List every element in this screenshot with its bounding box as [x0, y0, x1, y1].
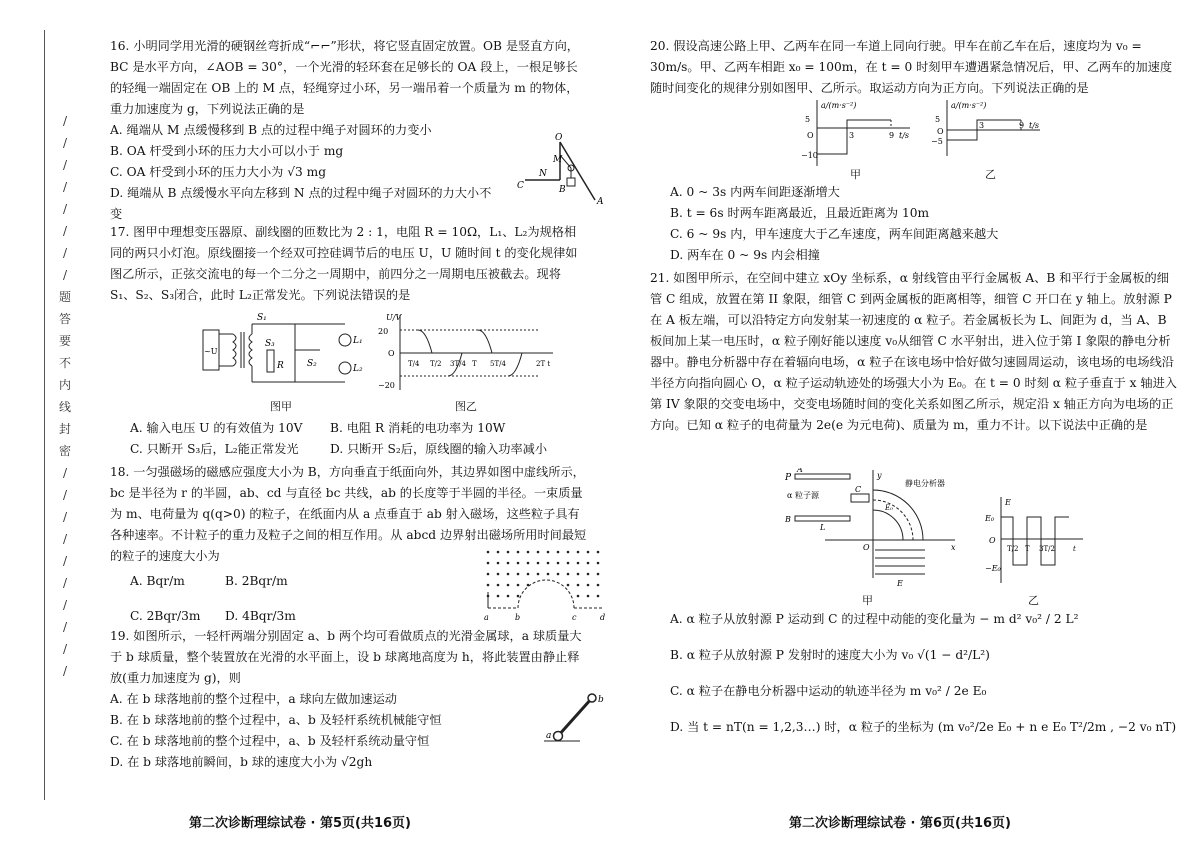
q20-option-c: C. 6 ~ 9s 内，甲车速度大于乙车速度，两车间距离越来越大 — [670, 227, 999, 241]
q16-option-a: A. 绳端从 M 点缓慢移到 B 点的过程中绳子对圆环的力变小 — [110, 123, 432, 137]
q21-caption-a: 甲 — [862, 594, 873, 607]
svg-text:~U: ~U — [204, 347, 218, 356]
field-dot — [547, 562, 550, 565]
left-footer: 第二次诊断理综试卷 · 第5页(共16页) — [188, 816, 411, 831]
svg-text:E₀: E₀ — [985, 514, 995, 523]
right-footer: 第二次诊断理综试卷 · 第6页(共16页) — [788, 816, 1011, 831]
field-dot — [547, 573, 550, 576]
svg-text:E: E — [1005, 498, 1011, 507]
q21-option-a: A. α 粒子从放射源 P 运动到 C 的过程中动能的变化量为 − m d² v₀² / 2 L² — [670, 612, 1079, 626]
svg-text:S₂: S₂ — [307, 359, 317, 369]
seal-char: / — [62, 158, 68, 172]
q20-option-a: A. 0 ~ 3s 内两车间距逐渐增大 — [670, 185, 840, 199]
svg-text:P: P — [785, 473, 792, 483]
svg-text:T/2: T/2 — [1007, 545, 1019, 553]
q17-circuit-figure — [195, 310, 375, 395]
q17-caption-a: 图甲 — [270, 400, 292, 413]
svg-text:−E₀: −E₀ — [985, 564, 1001, 573]
svg-text:L₂: L₂ — [353, 364, 363, 374]
seal-char: / — [62, 268, 68, 282]
svg-text:2T t: 2T t — [536, 360, 551, 368]
svg-text:T/4: T/4 — [408, 360, 420, 368]
seal-strip — [54, 110, 76, 678]
svg-text:t/s: t/s — [1029, 121, 1040, 130]
svg-text:−20: −20 — [378, 381, 395, 390]
q20-option-b: B. t = 6s 时两车距离最近，且最近距离为 10m — [670, 206, 930, 220]
svg-text:E: E — [897, 579, 903, 588]
seal-char: / — [62, 224, 68, 238]
q19-option-c: C. 在 b 球落地前的整个过程中，a、b 及轻杆系统动量守恒 — [110, 734, 430, 748]
svg-text:O: O — [388, 349, 395, 358]
q21-option-b: B. α 粒子从放射源 P 发射时的速度大小为 v₀ √(1 − d²/L²) — [670, 648, 990, 662]
svg-text:B: B — [559, 185, 566, 195]
question-21 — [650, 268, 1180, 436]
svg-text:T: T — [1025, 545, 1030, 553]
q17-option-c: C. 只断开 S₃后，L₂能正常发光 — [130, 442, 299, 456]
q21-options — [670, 608, 1180, 738]
q17-caption-b: 图乙 — [455, 400, 477, 413]
svg-text:c: c — [572, 613, 577, 621]
field-dot — [527, 584, 530, 587]
seal-char: 不 — [58, 356, 71, 370]
field-dot — [497, 551, 500, 554]
seal-char: / — [62, 554, 68, 568]
seal-char: / — [62, 136, 68, 150]
field-dot — [577, 573, 580, 576]
field-dot — [527, 562, 530, 565]
svg-text:−5: −5 — [931, 137, 943, 146]
question-20 — [650, 36, 1180, 99]
q19-option-b: B. 在 b 球落地前的整个过程中，a、b 及轻杆系统机械能守恒 — [110, 713, 442, 727]
field-dot — [597, 595, 600, 598]
seal-char: / — [62, 620, 68, 634]
q16-figure — [515, 130, 605, 210]
q17-stem: 17. 图甲中理想变压器原、副线圈的匝数比为 2 : 1，电阻 R = 10Ω，L₁、L₂为规格相同的两只小灯泡。原线圈接一个经双可控硅调节后的电压 U，U 随时间 t 的变化规律如图乙所示，正弦交流电的每一个二分之一周期中，前四分之一周期电压被截去。现将 S₁、S₂、S₃闭合，此时 L₂正常发光。下列说法错误的是 — [110, 225, 578, 302]
field-dot — [537, 573, 540, 576]
q19-stem: 19. 如图所示，一轻杆两端分别固定 a、b 两个均可看做质点的光滑金属球，a 球质量大于 b 球质量，整个装置放在光滑的水平面上，设 b 球离地高度为 h，将此装置由静止释放(重力加速度为 g)，则 — [110, 629, 582, 685]
svg-text:S₁: S₁ — [257, 313, 267, 323]
svg-text:t/s: t/s — [899, 131, 910, 140]
seal-char: / — [62, 510, 68, 524]
q18-option-d: D. 4Bqr/3m — [225, 609, 296, 623]
svg-text:a/(m·s⁻²): a/(m·s⁻²) — [821, 101, 857, 110]
svg-text:E₀: E₀ — [885, 504, 893, 512]
field-dot — [497, 562, 500, 565]
q17-options — [130, 418, 590, 460]
field-dot — [537, 562, 540, 565]
field-dot — [557, 551, 560, 554]
field-dot — [517, 562, 520, 565]
field-dot — [577, 562, 580, 565]
svg-text:a: a — [484, 613, 489, 621]
seal-char: / — [62, 202, 68, 216]
field-dot — [507, 595, 510, 598]
svg-text:3: 3 — [979, 121, 985, 130]
field-dot — [497, 573, 500, 576]
field-dot — [487, 584, 490, 587]
field-dot — [557, 573, 560, 576]
svg-text:B: B — [785, 515, 791, 524]
svg-text:O: O — [807, 131, 814, 140]
field-dot — [567, 551, 570, 554]
question-17 — [110, 222, 588, 306]
svg-text:5: 5 — [935, 115, 941, 124]
field-dot — [497, 584, 500, 587]
svg-text:a/(m·s⁻²): a/(m·s⁻²) — [951, 101, 987, 110]
svg-text:b: b — [598, 695, 604, 705]
right-page — [600, 0, 1200, 849]
q20-graph-b — [925, 98, 1045, 158]
field-dot — [517, 584, 520, 587]
field-dot — [597, 584, 600, 587]
field-dot — [507, 573, 510, 576]
field-dot — [577, 584, 580, 587]
svg-text:a: a — [546, 731, 552, 741]
seal-char: 要 — [58, 334, 71, 348]
q21-option-c: C. α 粒子在静电分析器中运动的轨迹半径为 m v₀² / 2e E₀ — [670, 684, 987, 698]
q20-options — [670, 182, 1180, 266]
seal-char: / — [62, 180, 68, 194]
q21-analyzer-label: 静电分析器 — [905, 479, 945, 488]
svg-text:O: O — [555, 133, 563, 143]
svg-text:b: b — [515, 613, 521, 621]
field-dot — [597, 551, 600, 554]
q18-option-b: B. 2Bqr/m — [225, 574, 288, 588]
q16-option-b: B. OA 杆受到小环的压力大小可以小于 mg — [110, 144, 344, 158]
field-dot — [507, 562, 510, 565]
field-dot — [537, 551, 540, 554]
field-dot — [517, 551, 520, 554]
q17-voltage-graph — [378, 310, 558, 395]
field-dot — [587, 573, 590, 576]
seal-char: 答 — [58, 312, 71, 326]
q17-option-d: D. 只断开 S₂后，原线圈的输入功率减小 — [330, 442, 548, 456]
field-dot — [587, 562, 590, 565]
svg-text:3T/2: 3T/2 — [1039, 545, 1055, 553]
q18-stem: 18. 一匀强磁场的磁感应强度大小为 B，方向垂直于纸面向外，其边界如图中虚线所示，bc 是半径为 r 的半圆，ab、cd 与直径 bc 共线，ab 的长度等于半圆的半径。一束质量为 m、电荷量为 q(q>0) 的粒子，在纸面内从 a 点垂直于 ab 射入磁场，这些粒子具有各种速率。不计粒子的重力及粒子之间的相互作用。从 abcd 边界射出磁场所用时间最短的粒子的速度大小为 — [110, 465, 587, 563]
field-dot — [527, 573, 530, 576]
svg-text:U/V: U/V — [386, 313, 402, 322]
svg-text:20: 20 — [378, 327, 389, 336]
seal-char: / — [62, 598, 68, 612]
q18-option-a: A. Bqr/m — [130, 574, 185, 588]
svg-text:T/2: T/2 — [430, 360, 442, 368]
seal-char: 密 — [58, 444, 71, 458]
q21-stem: 21. 如图甲所示，在空间中建立 xOy 坐标系，α 射线管由平行金属板 A、B 和平行于金属板的细管 C 组成，放置在第 II 象限，细管 C 到两金属板的距离相等，细管 C 开口在 y 轴上。放射源 P 在 A 板左端，可以沿特定方向发射某一初速度的 α 粒子。若金属板长为 L、间距为 d，当 A、B 板间加上某一电压时，α 粒子刚好能以速度 v₀从细管 C 水平射出，进入位于第 I 象限的静电分析器中。静电分析器中存在着辐向电场，α 粒子在该电场中恰好做匀速圆周运动，该电场的电场线沿半径方向指向圆心 O，α 粒子运动轨迹处的场强大小为 E₀。在 t = 0 时刻 α 粒子垂直于 x 轴进入第 IV 象限的交变电场中，交变电场随时间的变化关系如图乙所示，规定沿 x 轴正方向为电场的正方向。已知 α 粒子的电荷量为 2e(e 为元电荷)、质量为 m，重力不计。以下说法中正确的是 — [650, 271, 1177, 432]
svg-text:−10: −10 — [801, 151, 818, 160]
svg-text:L: L — [820, 523, 826, 532]
q20-graph-a — [795, 98, 915, 168]
field-dot — [517, 595, 520, 598]
seal-char: / — [62, 466, 68, 480]
field-dot — [587, 595, 590, 598]
svg-text:5: 5 — [805, 115, 811, 124]
seal-char: 封 — [58, 422, 71, 436]
field-dot — [497, 595, 500, 598]
svg-text:C: C — [517, 181, 524, 191]
seal-char: / — [62, 532, 68, 546]
svg-text:9: 9 — [1019, 121, 1025, 130]
seal-char: / — [62, 114, 68, 128]
q18-option-c: C. 2Bqr/3m — [130, 609, 201, 623]
q20-caption-b: 乙 — [985, 168, 996, 181]
field-dot — [487, 573, 490, 576]
seal-char: / — [62, 488, 68, 502]
field-dot — [597, 562, 600, 565]
q20-stem: 20. 假设高速公路上甲、乙两车在同一车道上同向行驶。甲车在前乙车在后，速度均为 v₀ = 30m/s。甲、乙两车相距 x₀ = 100m，在 t = 0 时刻甲车遭遇紧急情况后，甲、乙两车的加速度随时间变化的规律分别如图甲、乙所示。取运动方向为正方向。下列说法正确的是 — [650, 39, 1173, 95]
svg-text:L₁: L₁ — [353, 336, 363, 346]
svg-text:R: R — [277, 361, 284, 371]
svg-text:T: T — [472, 360, 477, 368]
svg-text:N: N — [539, 169, 547, 179]
seal-char: 线 — [58, 400, 71, 414]
svg-text:t: t — [1073, 545, 1076, 553]
q16-option-d: D. 绳端从 B 点缓慢水平向左移到 N 点的过程中绳子对圆环的力大小不变 — [110, 186, 492, 221]
svg-text:9: 9 — [889, 131, 895, 140]
q19-option-d: D. 在 b 球落地前瞬间，b 球的速度大小为 √2gh — [110, 755, 373, 769]
field-dot — [527, 551, 530, 554]
svg-text:M: M — [553, 155, 563, 165]
question-19 — [110, 626, 588, 773]
field-dot — [567, 584, 570, 587]
svg-text:y: y — [877, 471, 882, 480]
field-dot — [567, 573, 570, 576]
field-dot — [577, 551, 580, 554]
q21-option-d: D. 当 t = nT(n = 1,2,3…) 时，α 粒子的坐标为 (m v₀²/2e E₀ + n e E₀ T²/2m , −2 v₀ nT) — [670, 720, 1177, 734]
field-dot — [577, 595, 580, 598]
svg-text:O: O — [989, 536, 996, 545]
q19-option-a: A. 在 b 球落地前的整个过程中，a 球向左做加速运动 — [110, 692, 397, 706]
q21-caption-b: 乙 — [1028, 594, 1039, 607]
field-dot — [597, 573, 600, 576]
field-dot — [487, 562, 490, 565]
svg-text:O: O — [863, 543, 870, 552]
svg-text:S₃: S₃ — [265, 339, 275, 349]
field-dot — [557, 562, 560, 565]
svg-text:A: A — [597, 197, 604, 207]
svg-text:C: C — [855, 485, 862, 494]
seal-char: / — [62, 576, 68, 590]
q21-source-label: α 粒子源 — [787, 491, 819, 500]
field-dot — [567, 562, 570, 565]
field-dot — [507, 551, 510, 554]
svg-text:3: 3 — [849, 131, 855, 140]
q16-stem: 16. 小明同学用光滑的硬钢丝弯折成“⌐⌐”形状，将它竖直固定放置。OB 是竖直方向，BC 是水平方向，∠AOB = 30°，一个光滑的轻环套在足够长的 OA 段上，一根足够长的轻绳一端固定在 OB 上的 M 点，轻绳穿过小环，另一端吊着一个质量为 m 的物体，重力加速度为 g，下列说法正确的是 — [110, 39, 579, 116]
svg-text:5T/4: 5T/4 — [490, 360, 506, 368]
field-dot — [507, 584, 510, 587]
seal-char: 内 — [58, 378, 71, 392]
field-dot — [587, 551, 590, 554]
q21-figure-b — [985, 495, 1085, 585]
q17-option-b: B. 电阻 R 消耗的电功率为 10W — [330, 421, 506, 435]
seal-char: 题 — [58, 290, 71, 304]
q17-option-a: A. 输入电压 U 的有效值为 10V — [130, 421, 303, 435]
field-dot — [487, 595, 490, 598]
q18-magnetic-field-figure — [478, 546, 613, 621]
field-dot — [487, 551, 490, 554]
binding-line — [44, 30, 45, 800]
svg-text:3T/4: 3T/4 — [450, 360, 466, 368]
svg-text:A: A — [797, 468, 803, 474]
q21-figure-a — [785, 468, 960, 588]
q20-caption-a: 甲 — [850, 168, 861, 181]
q20-option-d: D. 两车在 0 ~ 9s 内会相撞 — [670, 248, 820, 262]
svg-text:O: O — [937, 127, 944, 136]
seal-char: / — [62, 246, 68, 260]
svg-text:d: d — [600, 613, 606, 621]
q16-option-c: C. OA 杆受到小环的压力大小为 √3 mg — [110, 165, 326, 179]
svg-text:x: x — [951, 543, 956, 552]
field-dot — [517, 573, 520, 576]
field-dot — [587, 584, 590, 587]
seal-char: / — [62, 664, 68, 678]
seal-char: / — [62, 642, 68, 656]
field-dot — [547, 551, 550, 554]
